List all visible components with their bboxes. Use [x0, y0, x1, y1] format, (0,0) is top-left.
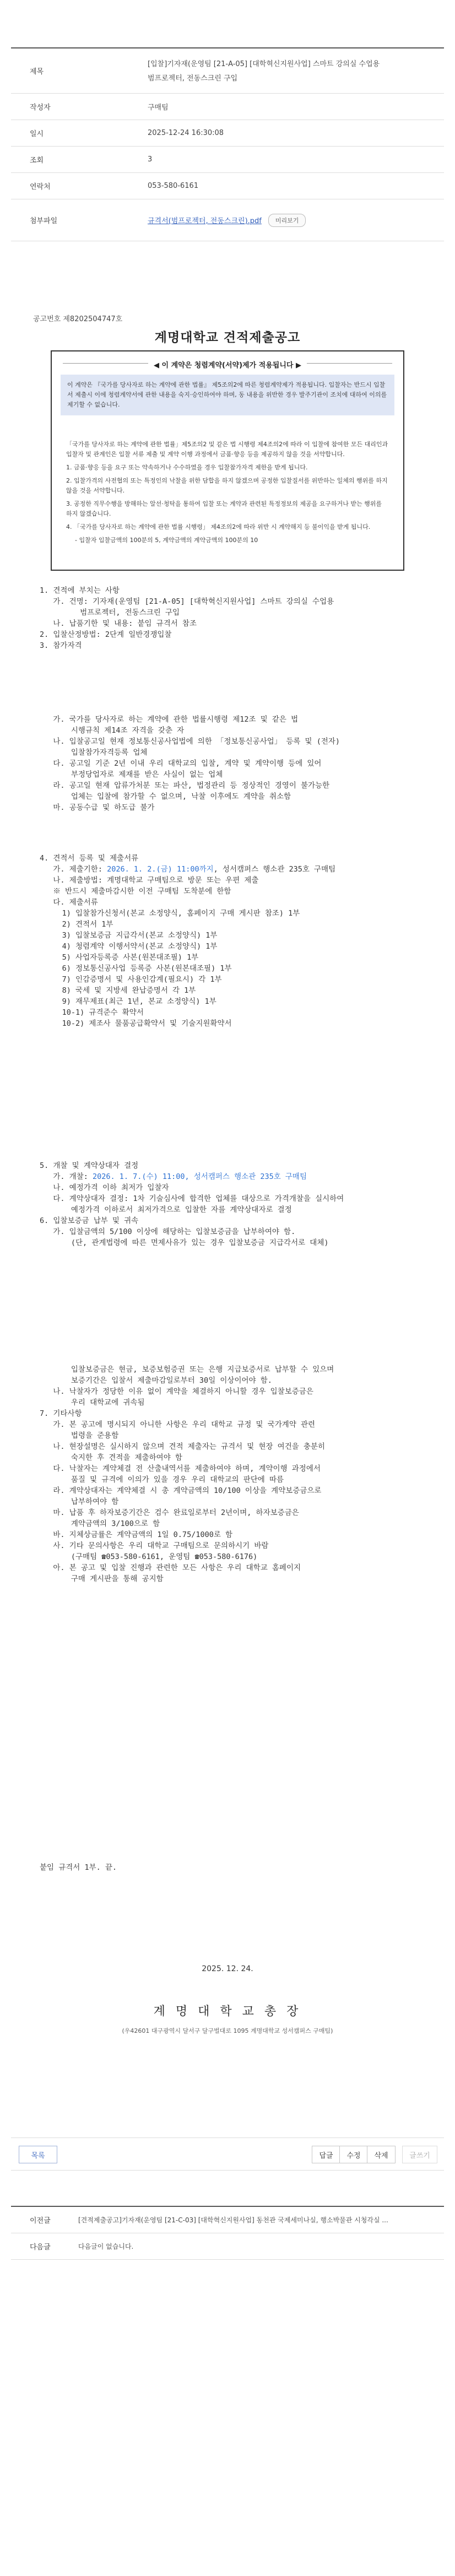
meta-row-views	[11, 147, 444, 173]
notice-number: 공고번호 제8202504747호	[33, 315, 123, 323]
attachment-note: 붙임 규격서 1부. 끝.	[40, 1863, 117, 1872]
box-paragraph: - 입찰자 입찰금액의 100분의 5, 계약금액의 계약금액의 100분의 10	[75, 537, 258, 544]
submission-deadline: 2026. 1. 2.(금) 11:00까지	[107, 865, 214, 874]
prev-post-row[interactable]	[11, 2207, 444, 2233]
delete-button[interactable]: 삭제	[367, 2146, 396, 2163]
prev-label: 이전글	[30, 2217, 51, 2225]
box-body	[66, 440, 389, 549]
integrity-contract-box	[51, 350, 404, 571]
box-heading-text: ◀ 이 계약은 청렴계약(서약)제가 적용됩니다 ▶	[148, 361, 307, 370]
reply-button[interactable]: 답글	[312, 2146, 340, 2163]
post-views: 3	[148, 155, 153, 164]
meta-label: 작성자	[30, 104, 51, 112]
box-summary: 이 계약은 『국가를 당사자로 하는 계약에 관한 법률』 제5조의2에 따른 청렴계약제가 적용됩니다. 입찰자는 반드시 입찰서 제출시 이에 청렴계약서에 관한 내용을 숙지·승인하여야 하며, 동 내용을 위반한 경우 발주기관이 조치에 대하여 이의를 제기할 수 없습니다.	[61, 375, 394, 415]
edit-button[interactable]: 수정	[339, 2146, 368, 2163]
post-title-line: [입찰]기자재(운영팀 [21-A-05] [대학혁신지원사업] 스마트 강의실 수업용	[148, 60, 380, 68]
post-title-line: 범프로젝터, 전동스크린 구입	[148, 74, 238, 83]
post-author: 구매팀	[148, 104, 169, 112]
next-label: 다음글	[30, 2243, 51, 2252]
post-title	[139, 48, 444, 93]
next-post-row	[11, 2233, 444, 2260]
preview-button[interactable]: 미리보기	[268, 214, 306, 227]
attachment-link[interactable]: 규격서(범프로젝터, 전동스크린).pdf	[148, 217, 262, 225]
meta-label: 연락처	[30, 183, 51, 191]
section-submission	[40, 853, 436, 1029]
document-date: 2025. 12. 24.	[202, 1965, 253, 1973]
section-opening	[40, 1160, 436, 1248]
meta-row-date	[11, 120, 444, 147]
attachment-cell	[139, 199, 444, 241]
action-bar	[11, 2137, 444, 2171]
next-post-text: 다음글이 없습니다.	[78, 2243, 134, 2250]
prev-post-link[interactable]: [견적제출공고]기자재(운영팀 [21-C-03] [대학혁신지원사업] 동천관 국제세미나실, 행소박물관 시청각실 ...	[78, 2216, 388, 2224]
meta-row-author	[11, 94, 444, 120]
section-eligibility: 가. 국가를 당사자로 하는 계약에 관한 법률시행령 제12조 및 같은 법 시행규칙 제14조 자격을 갖춘 자 나. 입찰공고일 현재 정보통신공사업법에 의한 「정보통신공사업」 등록 및 (전자) 입찰참가자격등록 업체 다. 공고일 기준 2년 이내 우리 대학교의 입찰, 계약 및 계약이행 등에 있어 부정당업자로 제재를 받은 사실이 없는 업체 라. 공고일 현재 압류가처분 또는 파산, 법정관리 등 정상적인 경영이 불가능한 업체는 입찰에 참가할 수 없으며, 낙찰 이후에도 계약을 취소함 마. 공동수급 및 하도급 불가	[53, 715, 340, 812]
meta-label: 제목	[30, 68, 44, 76]
write-button[interactable]: 글쓰기	[402, 2146, 437, 2163]
issuer-signature: 계 명 대 학 교 총 장	[153, 2005, 302, 2018]
meta-label: 조회	[30, 156, 44, 165]
section-misc: 입찰보증금은 현금, 보증보험증권 또는 은행 지급보증서로 납부할 수 있으며 보증기간은 입찰서 제출마감일로부터 30일 이상이어야 함. 나. 낙찰자가 정당한 이유 없이 계약을 체결하지 아니할 경우 입찰보증금은 우리 대학교에 귀속됨 7. 기타사항 가. 본 공고에 명시되지 아니한 사항은 우리 대학교 규정 및 국가계약 관련 법령을 준용함 나. 현장설명은 실시하지 않으며 견적 제출자는 규격서 및 현장 여건을 충분히 숙지한 후 견적을 제출하여야 함 다. 낙찰자는 계약체결 전 산출내역서를 제출하여야 하며, 계약이행 과정에서 품질 및 규격에 이의가 있을 경우 우리 대학교의 판단에 따름 라. 계약상대자는 계약체결 시 총 계약금액의 10/100 이상을 계약보증금으로 납부하여야 함 마. 납품 후 하자보증기간은 검수 완료일로부터 2년이며, 하자보증금은 계약금액의 3/100으로 함 바. 지체상금률은 계약금액의 1일 0.75/1000로 함 사. 기타 문의사항은 우리 대학교 구매팀으로 문의하시기 바람 (구매팀 ☎053-580-6161, 운영팀 ☎053-580-6176) 아. 본 공고 및 입찰 진행과 관련한 모든 사항은 우리 대학교 홈페이지 구매 게시판을 통해 공지함	[40, 1365, 334, 1583]
meta-label: 일시	[30, 130, 44, 138]
post-meta-table	[11, 47, 444, 241]
issuer-address: (우42601 대구광역시 달서구 달구벌대로 1095 계명대학교 성서캠퍼스 구매팀)	[122, 2027, 333, 2034]
meta-row-title	[11, 48, 444, 94]
box-paragraph: 2. 입찰가격의 사전협의 또는 특정인의 낙찰을 위한 담합을 하지 않겠으며 공정한 입찰질서를 위반하는 일체의 행위를 하지 않을 것을 서약합니다.	[66, 477, 388, 494]
box-heading	[52, 359, 403, 370]
submission-details: , 성서캠퍼스 행소관 235호 구매팀 나. 제출방법: 계명대학교 구매팀으로 방문 또는 우편 제출 ※ 반드시 제출마감시한 이전 구매팀 도착분에 한함 다. 제출서류 1) 입찰참가신청서(본교 소정양식, 홈페이지 구매 게시판 참조) 1부 2) 견적서 1부 3) 입찰보증금 지급각서(본교 소정양식) 1부 4) 청렴계약 이행서약서(본교 소정양식) 1부 5) 사업자등록증 사본(원본대조필) 1부 6) 정보통신공사업 등록증 사본(원본대조필) 1부 7) 인감증명서 및 사용인감계(필요시) 각 1부 8) 국세 및 지방세 완납증명서 각 1부 9) 재무제표(최근 1년, 본교 소정양식) 1부 10-1) 규격준수 확약서 10-2) 제조사 물품공급확약서 및 기술지원확약서	[53, 865, 336, 1028]
box-paragraph: 1. 금품·향응 등을 요구 또는 약속하거나 수수하였을 경우 입찰참가자격 제한을 받게 됩니다.	[66, 464, 308, 471]
submission-heading: 4. 견적서 등록 및 제출서류 가. 제출기한:	[40, 854, 139, 874]
post-navigation	[11, 2206, 444, 2260]
meta-row-phone	[11, 173, 444, 199]
opening-heading: 5. 개찰 및 계약상대자 결정 가. 개찰:	[40, 1161, 139, 1181]
opening-details: 나. 예정가격 이하 최저가 입찰자 다. 계약상대자 결정: 1차 기술심사에 합격한 업체를 대상으로 가격개찰을 실시하여 예정가격 이하로서 최저가격으로 입찰한 자를 계약상대자로 결정 6. 입찰보증금 납부 및 귀속 가. 입찰금액의 5/100 이상에 해당하는 입찰보증금을 납부하여야 함. (단, 관계법령에 따른 면제사유가 있는 경우 입찰보증금 지급각서로 대체)	[40, 1183, 344, 1247]
list-button[interactable]: 목록	[19, 2146, 57, 2163]
box-paragraph: 「국가를 당사자로 하는 계약에 관한 법률」제5조의2 및 같은 법 시행령 제4조의2에 따라 이 입찰에 참여한 모든 대리인과 입찰자 및 관계인은 입찰 서류 제출 및 계약 이행 과정에서 금품·향응 등을 제공하지 않을 것을 서약합니다.	[66, 441, 388, 458]
meta-label: 첨부파일	[30, 217, 58, 225]
meta-row-attachment	[11, 199, 444, 241]
post-date: 2025-12-24 16:30:08	[148, 129, 224, 137]
document-title: 계명대학교 견적제출공고	[154, 331, 301, 345]
box-paragraph: 4. 「국가를 당사자로 하는 계약에 관한 법률 시행령」 제4조의2에 따라 위반 시 계약해지 등 불이익을 받게 됩니다.	[66, 523, 371, 531]
section-items: 1. 견적에 부치는 사항 가. 건명: 기자재(운영팀 [21-A-05] [대학혁신지원사업] 스마트 강의실 수업용 범프로젝터, 전동스크린 구입 나. 납품기한 및 내용: 붙임 규격서 참조 2. 입찰산정방법: 2단계 일반경쟁입찰 3. 참가자격	[40, 586, 334, 650]
post-phone: 053-580-6161	[148, 182, 199, 190]
opening-datetime: 2026. 1. 7.(수) 11:00, 성서캠퍼스 행소관 235호 구매팀	[93, 1172, 307, 1181]
box-paragraph: 3. 공정한 직무수행을 방해하는 알선·청탁을 통하여 입찰 또는 계약과 관련된 특정정보의 제공을 요구하거나 받는 행위를 하지 않겠습니다.	[66, 500, 382, 517]
